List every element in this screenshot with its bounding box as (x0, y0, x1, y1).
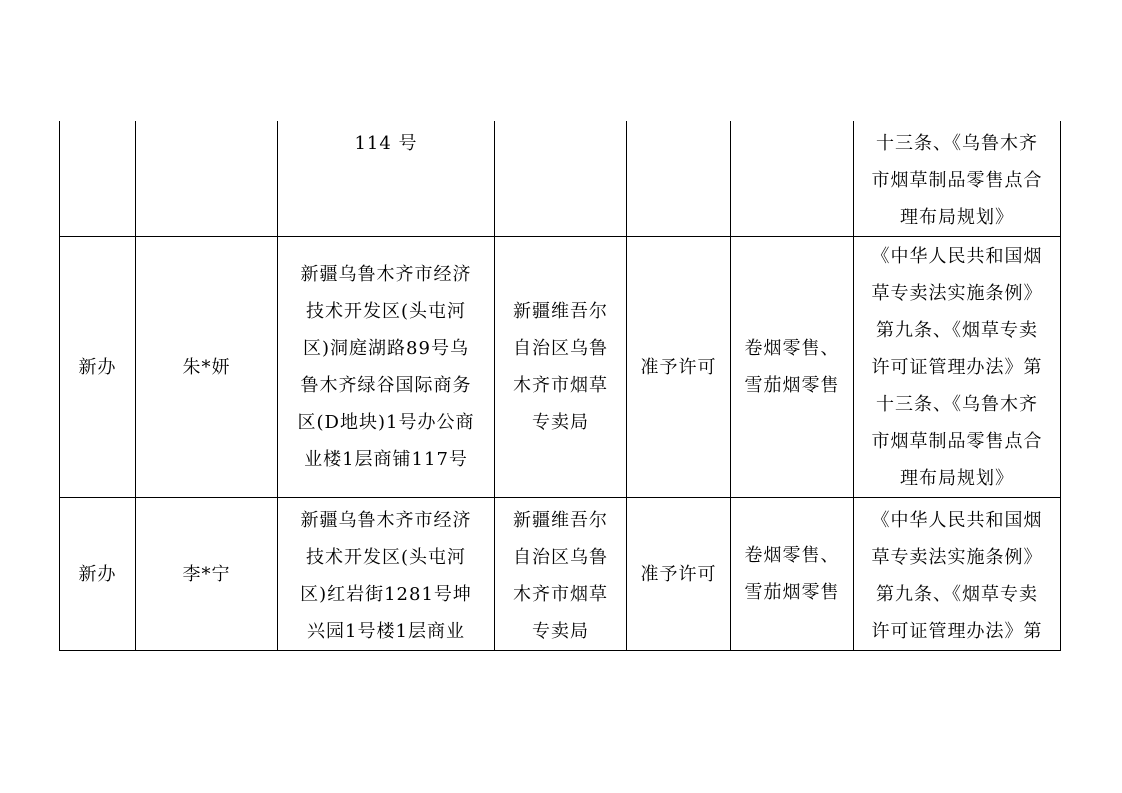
cell-address: 新疆乌鲁木齐市经济 技术开发区(头屯河 区)洞庭湖路89号乌 鲁木齐绿谷国际商务 区(D地块)1号办公商 业楼1层商铺117号 (278, 237, 495, 498)
cell-scope (731, 121, 854, 237)
cell-name: 朱*妍 (136, 237, 278, 498)
license-table (59, 121, 1061, 651)
table-row (60, 237, 1061, 498)
cell-decision (627, 121, 731, 237)
cell-authority: 新疆维吾尔 自治区乌鲁 木齐市烟草 专卖局 (495, 498, 627, 651)
cell-basis: 《中华人民共和国烟 草专卖法实施条例》 第九条、《烟草专卖 许可证管理办法》第 十三条、《乌鲁木齐 市烟草制品零售点合 理布局规划》 (854, 237, 1061, 498)
cell-authority (495, 121, 627, 237)
cell-type: 新办 (60, 237, 136, 498)
cell-name (136, 121, 278, 237)
cell-basis: 《中华人民共和国烟 草专卖法实施条例》 第九条、《烟草专卖 许可证管理办法》第 (854, 498, 1061, 651)
table-row (60, 498, 1061, 651)
cell-type: 新办 (60, 498, 136, 651)
cell-decision: 准予许可 (627, 237, 731, 498)
cell-authority: 新疆维吾尔 自治区乌鲁 木齐市烟草 专卖局 (495, 237, 627, 498)
table-row (60, 121, 1061, 237)
cell-name: 李*宁 (136, 498, 278, 651)
cell-scope: 卷烟零售、 雪茄烟零售 (731, 237, 854, 498)
cell-basis: 十三条、《乌鲁木齐 市烟草制品零售点合 理布局规划》 (854, 121, 1061, 237)
cell-type (60, 121, 136, 237)
cell-decision: 准予许可 (627, 498, 731, 651)
cell-address: 新疆乌鲁木齐市经济 技术开发区(头屯河 区)红岩街1281号坤 兴园1号楼1层商业 (278, 498, 495, 651)
cell-scope: 卷烟零售、 雪茄烟零售 (731, 498, 854, 651)
cell-address: 114 号 (278, 121, 495, 237)
